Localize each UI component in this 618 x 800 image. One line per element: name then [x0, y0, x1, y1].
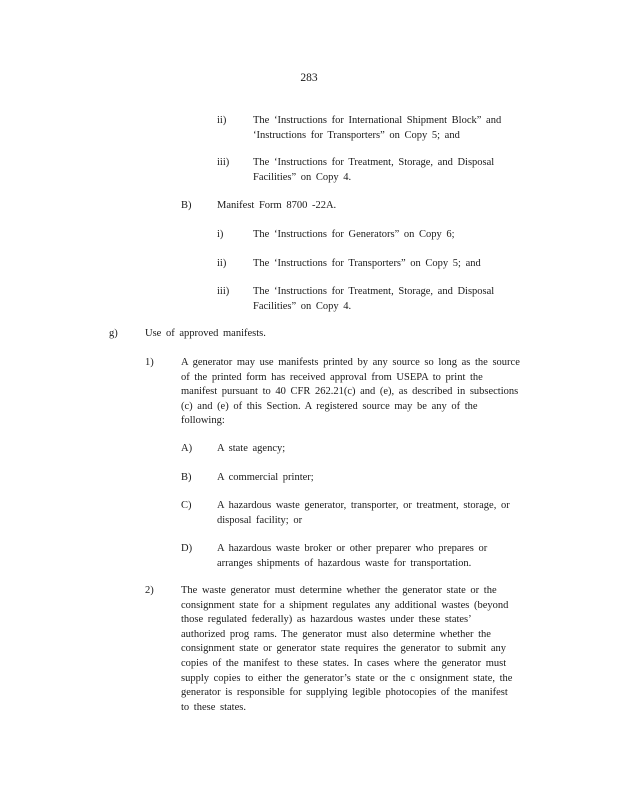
text-line: consignment state or generator state requires the generator to submit any: [181, 643, 506, 655]
text-line: A state agency;: [217, 443, 286, 454]
item-text: [145, 327, 345, 342]
text-line: (c) and (e) of this Section. A registered source may be any of the: [181, 400, 478, 412]
item-text: [253, 114, 525, 143]
text-line: A hazardous waste generator, transporter, or treatment, storage, or: [217, 500, 510, 511]
text-line: consignment state for a shipment regulates any additional wastes (beyond: [181, 599, 509, 611]
text-line: Use of approved manifests.: [145, 328, 266, 339]
text-line: ‘Instructions for Transporters” on Copy 5; and: [253, 129, 460, 141]
item-text: [181, 584, 532, 715]
text-line: manifest pursuant to 40 CFR 262.21(c) and (e), as described in subsections: [181, 386, 519, 398]
text-line: The ‘Instructions for Transporters” on Copy 5; and: [253, 258, 481, 269]
item-label: 2): [145, 585, 154, 596]
item-text: [253, 228, 513, 243]
text-line: A generator may use manifests printed by any source so long as the source: [181, 357, 520, 368]
item-text: [217, 199, 417, 214]
text-line: following:: [181, 415, 225, 427]
text-line: to these states.: [181, 701, 246, 713]
item-text: [217, 471, 417, 486]
text-line: authorized prog rams. The generator must also determine whether the: [181, 628, 491, 640]
page-number: 283: [300, 72, 318, 84]
text-line: generator is responsible for supplying legible photocopies of the manifest: [181, 687, 508, 699]
item-label: D): [181, 543, 193, 554]
item-label: g): [109, 328, 118, 339]
text-line: The ‘Instructions for Generators” on Copy 6;: [253, 229, 455, 240]
text-line: Facilities” on Copy 4.: [253, 300, 352, 312]
item-text: [181, 356, 536, 429]
text-line: of the printed form has received approval from USEPA to print the: [181, 371, 483, 383]
item-text: [217, 542, 512, 571]
text-line: The ‘Instructions for Treatment, Storage, and Disposal: [253, 286, 495, 297]
text-line: The waste generator must determine whether the generator state or the: [181, 585, 497, 596]
text-line: disposal facility; or: [217, 514, 303, 526]
item-label: i): [217, 229, 224, 240]
item-label: 1): [145, 357, 154, 368]
item-text: [217, 442, 417, 457]
text-line: arranges shipments of hazardous waste for transportation.: [217, 557, 472, 569]
item-label: ii): [217, 115, 227, 126]
item-label: B): [181, 472, 192, 483]
text-line: The ‘Instructions for International Shipment Block” and: [253, 115, 502, 126]
item-label: A): [181, 443, 193, 454]
item-text: [217, 499, 536, 528]
text-line: A commercial printer;: [217, 472, 314, 483]
text-line: A hazardous waste broker or other preparer who prepares or: [217, 543, 488, 554]
text-line: The ‘Instructions for Treatment, Storage, and Disposal: [253, 157, 495, 168]
text-line: copies of the manifest to these states. In cases where the generator must: [181, 657, 507, 669]
text-line: those regulated federally) as hazardous wastes under these states’: [181, 614, 472, 626]
item-text: [253, 285, 513, 314]
item-text: [253, 257, 513, 272]
item-label: C): [181, 500, 192, 511]
text-line: supply copies to either the generator’s state or the c onsignment state, the: [181, 672, 513, 684]
item-label: iii): [217, 286, 230, 297]
item-text: [253, 156, 513, 185]
text-line: Facilities” on Copy 4.: [253, 171, 352, 183]
item-label: ii): [217, 258, 227, 269]
item-label: iii): [217, 157, 230, 168]
text-line: Manifest Form 8700 -22A.: [217, 200, 337, 211]
item-label: B): [181, 200, 192, 211]
